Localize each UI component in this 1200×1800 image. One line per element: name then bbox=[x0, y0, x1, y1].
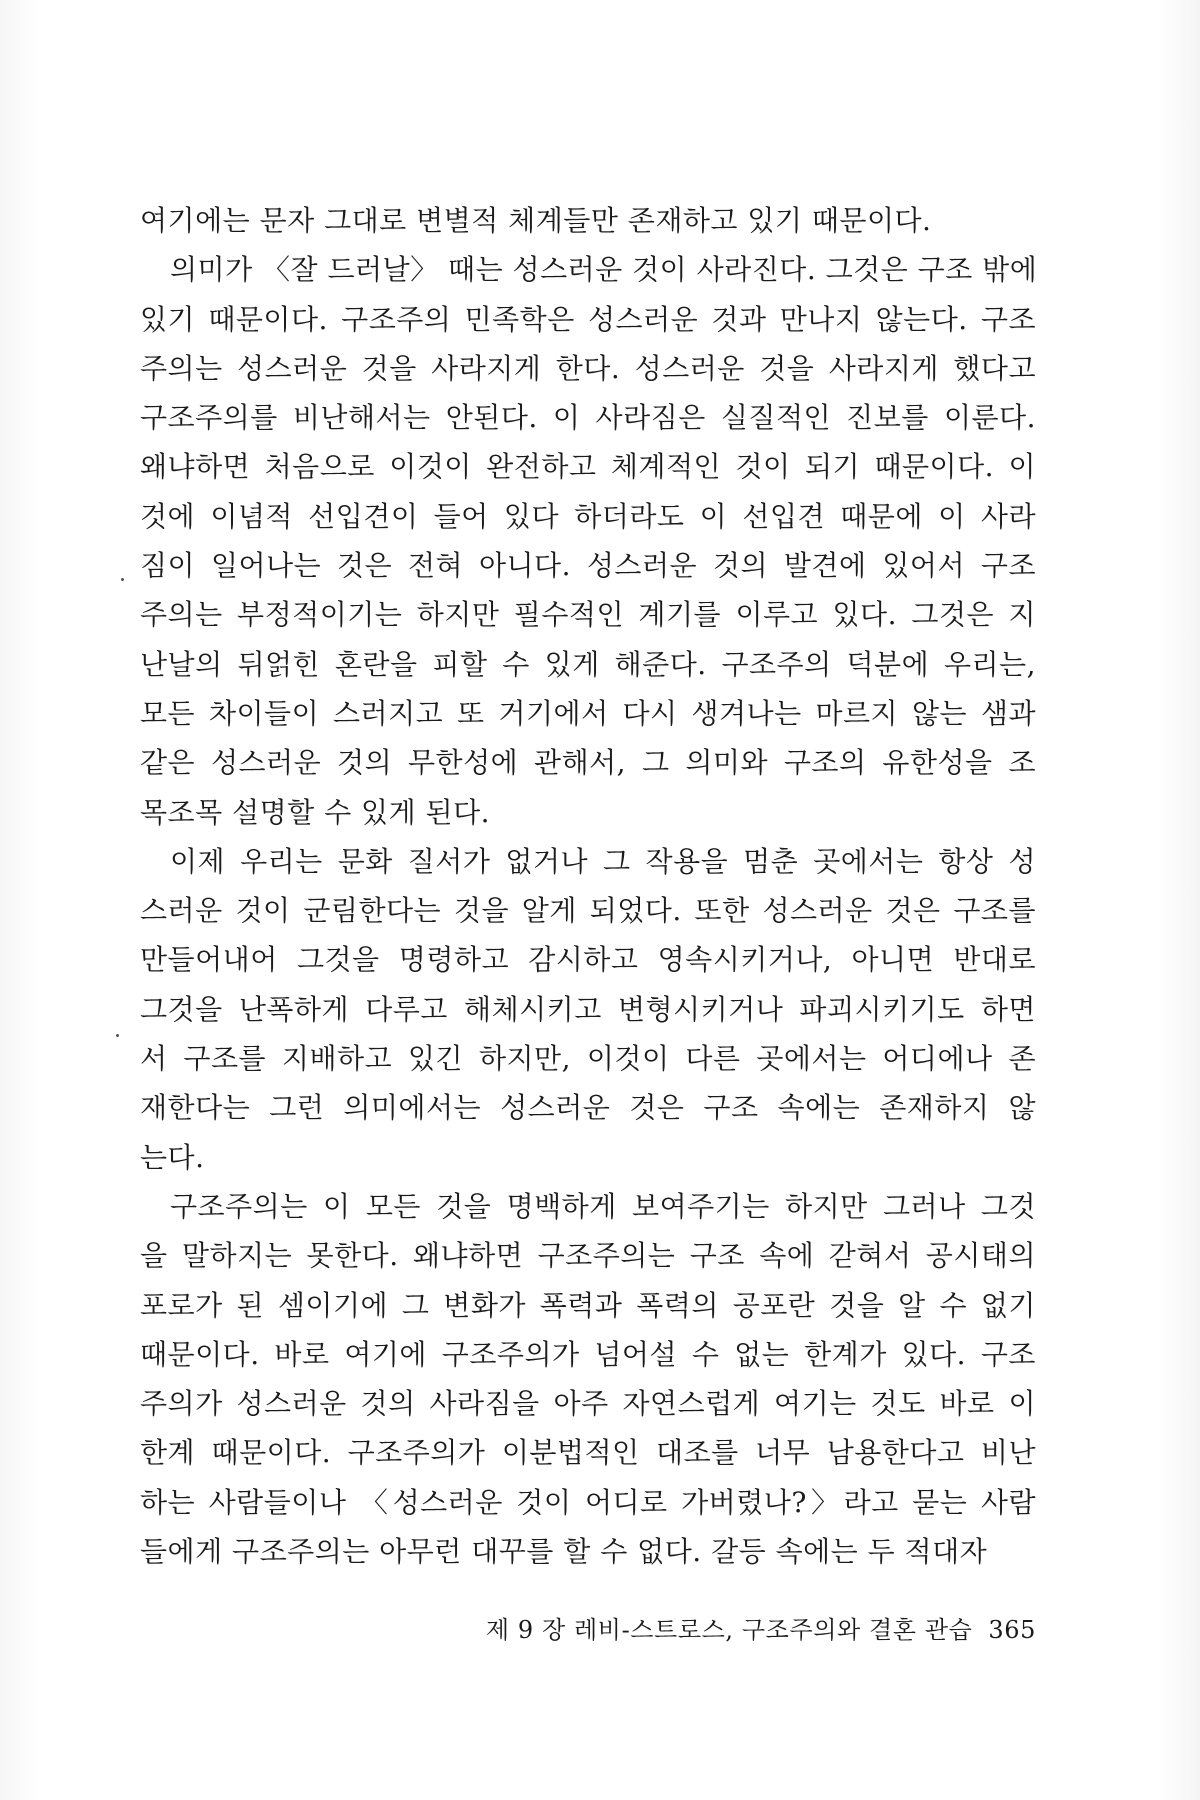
paragraph bbox=[140, 1182, 1036, 1576]
text-line: 왜냐하면 처음으로 이것이 완전하고 체계적인 것이 되기 때문이다. 이 bbox=[140, 450, 1036, 484]
chapter-title: 제 9 장 레비-스트로스, 구조주의와 결혼 관습 bbox=[485, 1616, 973, 1644]
text-line: 모든 차이들이 스러지고 또 거기에서 다시 생겨나는 마르지 않는 샘과 bbox=[140, 696, 1036, 730]
text-line: 구조주의는 이 모든 것을 명백하게 보여주기는 하지만 그러나 그것 bbox=[170, 1189, 1036, 1223]
text-line: 구조주의를 비난해서는 안된다. 이 사라짐은 실질적인 진보를 이룬다. bbox=[140, 401, 1036, 435]
text-line: 스러운 것이 군림한다는 것을 알게 되었다. 또한 성스러운 것은 구조를 bbox=[140, 894, 1036, 928]
text-line: 만들어내어 그것을 명령하고 감시하고 영속시키거나, 아니면 반대로 bbox=[140, 943, 1036, 977]
text-line: 난날의 뒤얽힌 혼란을 피할 수 있게 해준다. 구조주의 덕분에 우리는, bbox=[140, 647, 1036, 681]
text-line: 을 말하지는 못한다. 왜냐하면 구조주의는 구조 속에 갇혀서 공시태의 bbox=[140, 1239, 1036, 1273]
text-line: 이제 우리는 문화 질서가 없거나 그 작용을 멈춘 곳에서는 항상 성 bbox=[170, 844, 1036, 878]
text-line: 여기에는 문자 그대로 변별적 체계들만 존재하고 있기 때문이다. bbox=[140, 204, 932, 237]
text-line: 그것을 난폭하게 다루고 해체시키고 변형시키거나 파괴시키기도 하면 bbox=[140, 992, 1036, 1026]
scan-speck bbox=[121, 578, 124, 581]
paragraph bbox=[140, 245, 1036, 837]
paragraph bbox=[140, 196, 1036, 245]
page-number: 365 bbox=[988, 1616, 1036, 1644]
text-line: 재한다는 그런 의미에서는 성스러운 것은 구조 속에는 존재하지 않 bbox=[140, 1091, 1036, 1125]
text-line: 들에게 구조주의는 아무런 대꾸를 할 수 없다. 갈등 속에는 두 적대자 bbox=[140, 1535, 988, 1569]
text-line: 의미가 〈잘 드러날〉 때는 성스러운 것이 사라진다. 그것은 구조 밖에 bbox=[170, 253, 1038, 287]
text-line: 목조목 설명할 수 있게 된다. bbox=[140, 795, 491, 829]
scan-speck bbox=[116, 1034, 119, 1037]
text-line: 서 구조를 지배하고 있긴 하지만, 이것이 다른 곳에서는 어디에나 존 bbox=[140, 1042, 1036, 1076]
text-line: 때문이다. 바로 여기에 구조주의가 넘어설 수 없는 한계가 있다. 구조 bbox=[140, 1337, 1036, 1371]
text-line: 있기 때문이다. 구조주의 민족학은 성스러운 것과 만나지 않는다. 구조 bbox=[140, 302, 1036, 336]
text-line: 같은 성스러운 것의 무한성에 관해서, 그 의미와 구조의 유한성을 조 bbox=[140, 746, 1036, 780]
body-text bbox=[140, 196, 1036, 1576]
text-line: 주의는 부정적이기는 하지만 필수적인 계기를 이루고 있다. 그것은 지 bbox=[140, 598, 1036, 632]
text-line: 짐이 일어나는 것은 전혀 아니다. 성스러운 것의 발견에 있어서 구조 bbox=[140, 549, 1036, 583]
text-line: 한계 때문이다. 구조주의가 이분법적인 대조를 너무 남용한다고 비난 bbox=[140, 1436, 1036, 1470]
text-line: 포로가 된 셈이기에 그 변화가 폭력과 폭력의 공포란 것을 알 수 없기 bbox=[140, 1288, 1036, 1322]
text-line: 하는 사람들이나 〈성스러운 것이 어디로 가버렸나?〉라고 묻는 사람 bbox=[140, 1485, 1036, 1519]
text-line: 것에 이념적 선입견이 들어 있다 하더라도 이 선입견 때문에 이 사라 bbox=[140, 499, 1036, 533]
running-footer bbox=[445, 1613, 1036, 1647]
text-line: 주의는 성스러운 것을 사라지게 한다. 성스러운 것을 사라지게 했다고 bbox=[140, 351, 1036, 385]
text-line: 는다. bbox=[140, 1140, 205, 1174]
text-line: 주의가 성스러운 것의 사라짐을 아주 자연스럽게 여기는 것도 바로 이 bbox=[140, 1387, 1036, 1421]
paragraph bbox=[140, 837, 1036, 1182]
